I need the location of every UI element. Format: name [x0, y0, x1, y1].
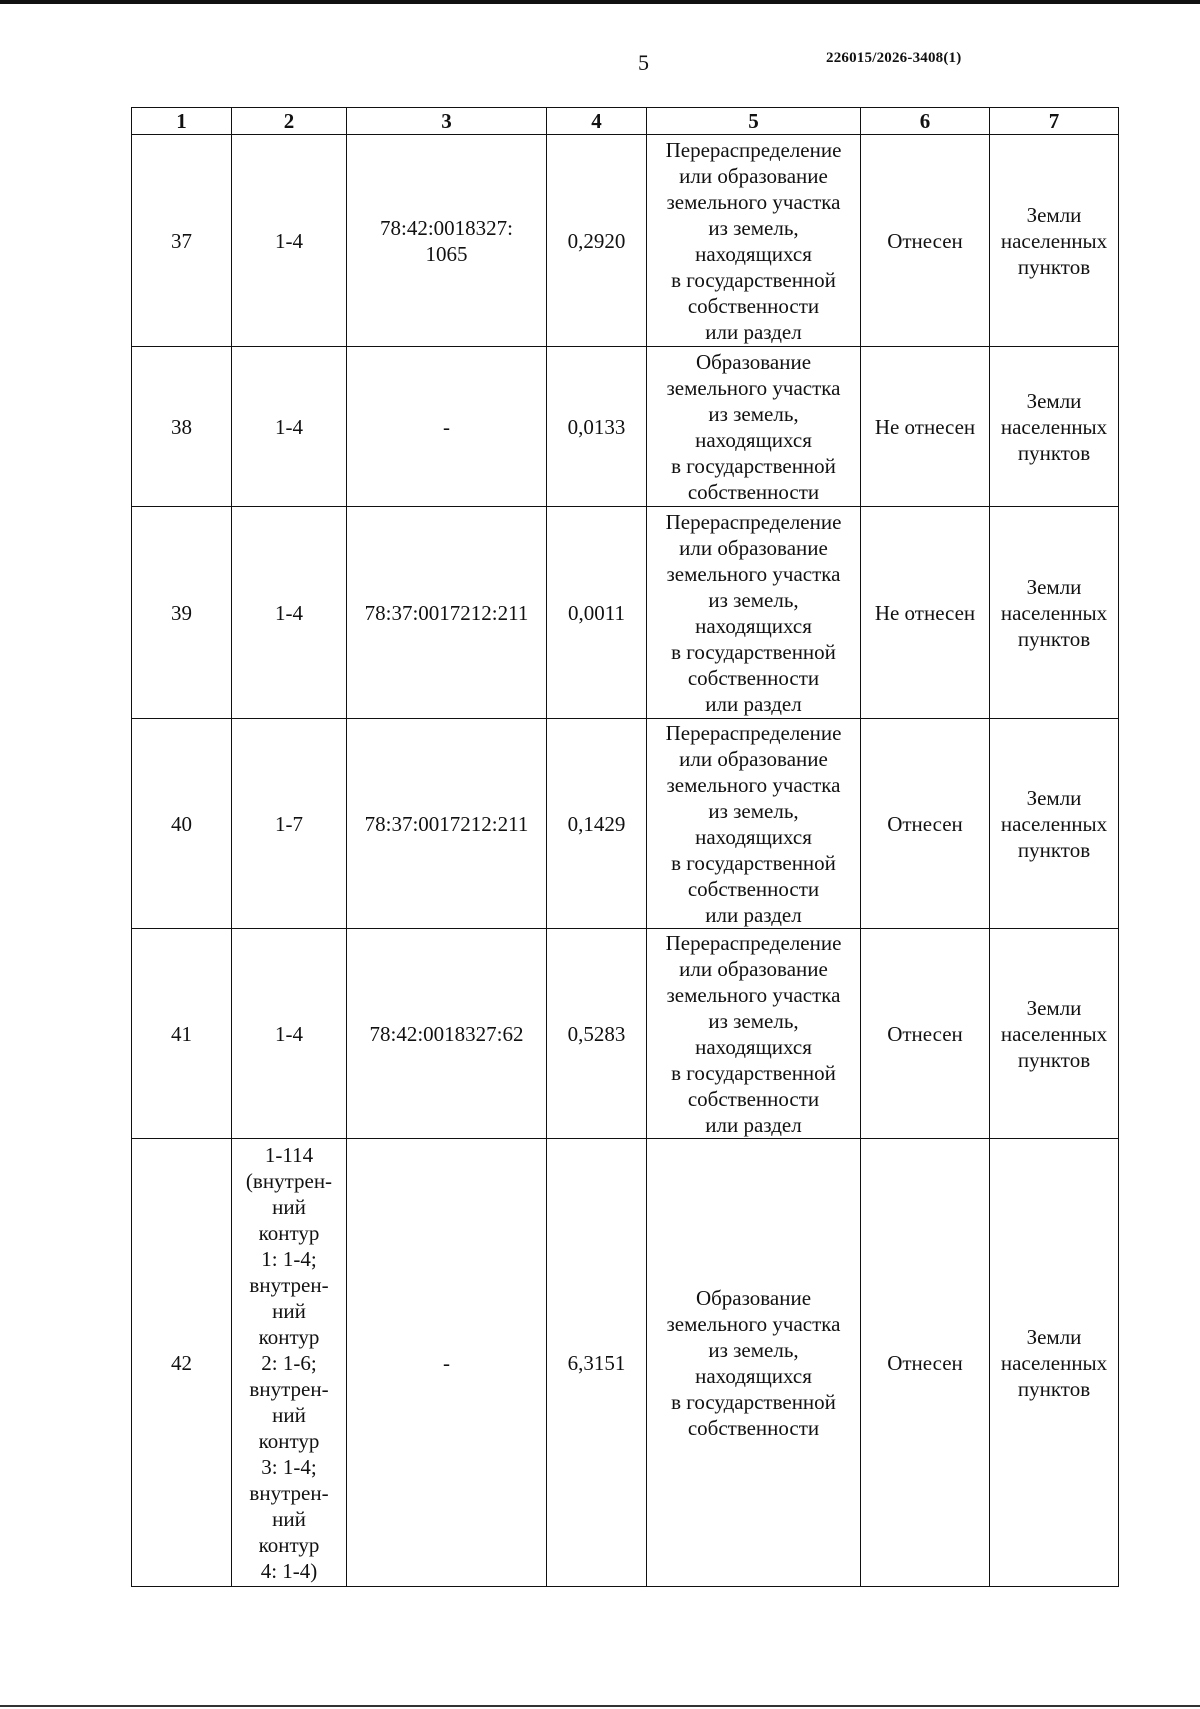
- assignment-status: Отнесен: [861, 929, 990, 1139]
- cadastral-number: 78:42:0018327:62: [347, 929, 547, 1139]
- point-range: 1-7: [232, 719, 347, 929]
- table-row: [132, 929, 1119, 1139]
- column-header: 4: [547, 108, 647, 135]
- assignment-status: Не отнесен: [861, 507, 990, 719]
- assignment-status: Отнесен: [861, 135, 990, 347]
- area-value: 0,1429: [547, 719, 647, 929]
- cadastral-number: 78:37:0017212:211: [347, 507, 547, 719]
- table-row: [132, 719, 1119, 929]
- area-value: 0,0011: [547, 507, 647, 719]
- land-plots-table: [131, 107, 1119, 1587]
- column-header: 5: [647, 108, 861, 135]
- land-category: Земли населенных пунктов: [990, 347, 1119, 507]
- formation-method: Перераспределение или образование земельного участка из земель, находящихся в государственной собственности или раздел: [647, 719, 861, 929]
- land-category: Земли населенных пунктов: [990, 1139, 1119, 1587]
- cadastral-number: 78:42:0018327: 1065: [347, 135, 547, 347]
- formation-method: Образование земельного участка из земель, находящихся в государственной собственности: [647, 347, 861, 507]
- bottom-rule: [0, 1705, 1200, 1707]
- column-header: 3: [347, 108, 547, 135]
- row-number: 38: [132, 347, 232, 507]
- row-number: 42: [132, 1139, 232, 1587]
- table-row: [132, 347, 1119, 507]
- cadastral-number: -: [347, 1139, 547, 1587]
- point-range: 1-4: [232, 929, 347, 1139]
- top-rule: [0, 0, 1200, 4]
- point-range: 1-4: [232, 347, 347, 507]
- column-header: 6: [861, 108, 990, 135]
- land-category: Земли населенных пунктов: [990, 135, 1119, 347]
- assignment-status: Отнесен: [861, 1139, 990, 1587]
- row-number: 41: [132, 929, 232, 1139]
- formation-method: Образование земельного участка из земель, находящихся в государственной собственности: [647, 1139, 861, 1587]
- land-category: Земли населенных пунктов: [990, 719, 1119, 929]
- formation-method: Перераспределение или образование земельного участка из земель, находящихся в государственной собственности или раздел: [647, 929, 861, 1139]
- table-row: [132, 135, 1119, 347]
- table-row: [132, 507, 1119, 719]
- table-header-row: [132, 108, 1119, 135]
- cadastral-number: -: [347, 347, 547, 507]
- column-header: 2: [232, 108, 347, 135]
- table-row: [132, 1139, 1119, 1587]
- formation-method: Перераспределение или образование земельного участка из земель, находящихся в государственной собственности или раздел: [647, 507, 861, 719]
- assignment-status: Отнесен: [861, 719, 990, 929]
- column-header: 7: [990, 108, 1119, 135]
- area-value: 0,5283: [547, 929, 647, 1139]
- column-header: 1: [132, 108, 232, 135]
- cadastral-number: 78:37:0017212:211: [347, 719, 547, 929]
- row-number: 40: [132, 719, 232, 929]
- point-range: 1-4: [232, 135, 347, 347]
- page-number: 5: [638, 50, 649, 75]
- row-number: 37: [132, 135, 232, 347]
- assignment-status: Не отнесен: [861, 347, 990, 507]
- area-value: 0,2920: [547, 135, 647, 347]
- point-range: 1-4: [232, 507, 347, 719]
- point-range: 1-114 (внутрен- ний контур 1: 1-4; внутрен- ний контур 2: 1-6; внутрен- ний контур 3: 1-4; внутрен- ний контур 4: 1-4): [232, 1139, 347, 1587]
- land-category: Земли населенных пунктов: [990, 507, 1119, 719]
- land-category: Земли населенных пунктов: [990, 929, 1119, 1139]
- formation-method: Перераспределение или образование земельного участка из земель, находящихся в государственной собственности или раздел: [647, 135, 861, 347]
- area-value: 6,3151: [547, 1139, 647, 1587]
- row-number: 39: [132, 507, 232, 719]
- area-value: 0,0133: [547, 347, 647, 507]
- document-number: 226015/2026-3408(1): [826, 50, 962, 66]
